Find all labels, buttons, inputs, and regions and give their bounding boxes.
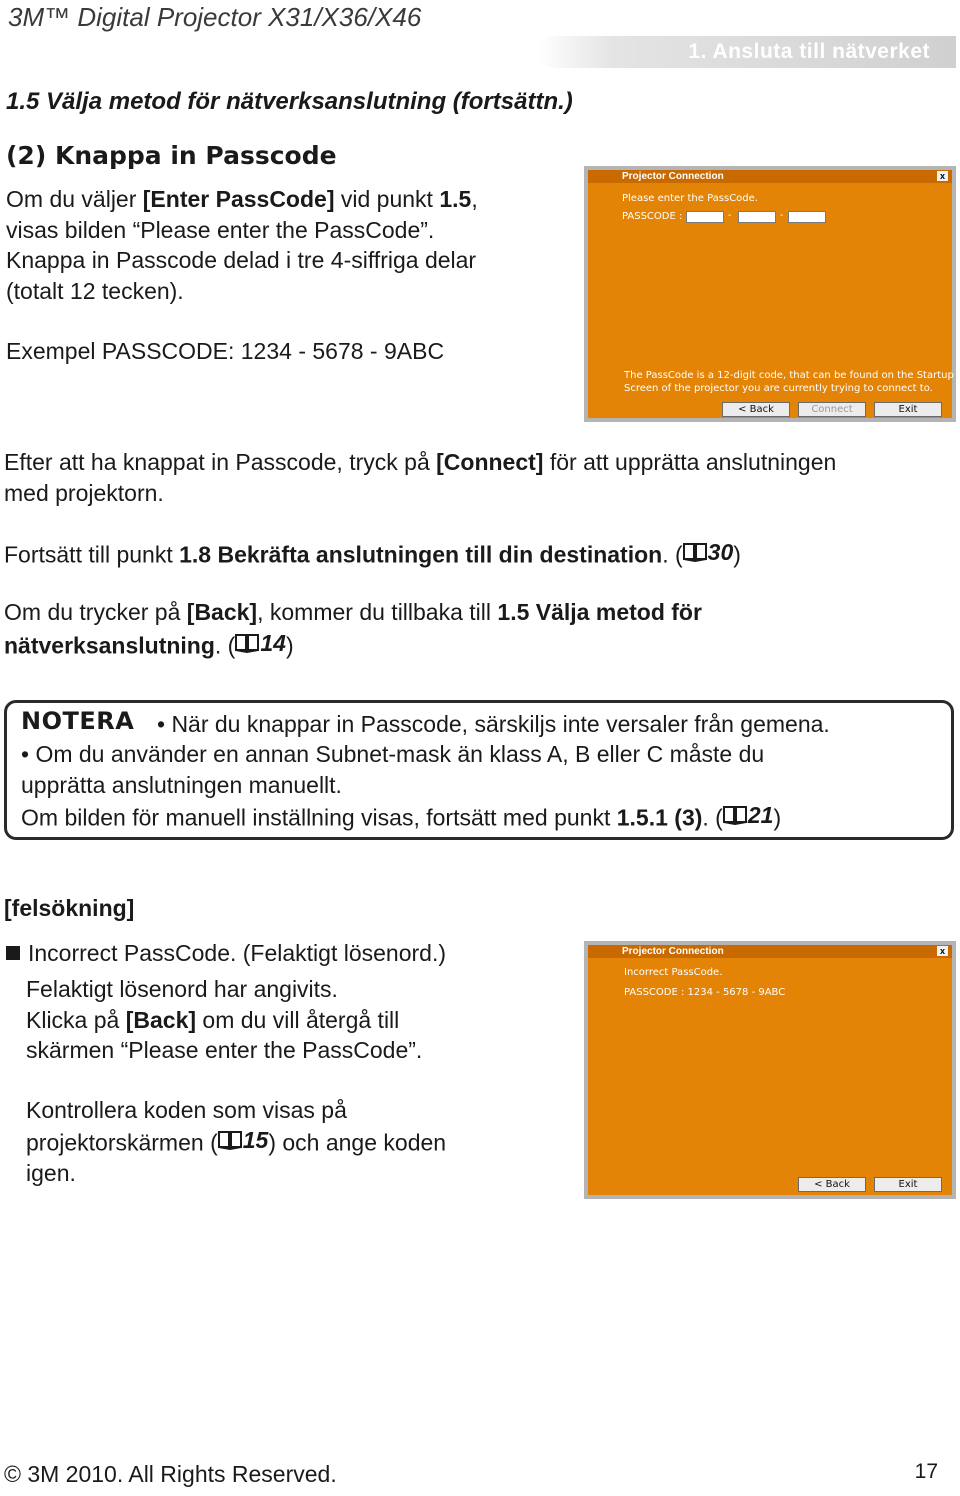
page-number: 17 [914,1460,938,1483]
section-label: 1. Ansluta till nätverket [688,40,930,63]
passcode-info-line-2: Screen of the projector you are currently trying to connect to. [624,383,933,394]
book-icon [683,542,707,562]
connect-instruction: Efter att ha knappat in Passcode, tryck på [Connect] för att upprätta anslutningen med projektorn. [4,449,837,506]
exit-button[interactable]: Exit [874,1177,942,1192]
incorrect-passcode-dialog [584,941,956,1199]
book-icon [723,805,747,825]
page-ref-link[interactable]: 30 [683,537,734,568]
passcode-dialog [584,166,956,422]
troubleshooting-item-title: Incorrect PassCode. (Felaktigt lösenord.) [4,938,446,969]
exit-button[interactable]: Exit [874,402,942,417]
continue-instruction: Fortsätt till punkt 1.8 Bekräfta anslutningen till din destination. ( 30 ) [4,539,741,568]
dialog-title: Projector Connection [622,946,724,957]
bullet-square-icon [6,946,20,960]
close-icon[interactable]: x [937,171,948,181]
back-button[interactable]: < Back [722,402,790,417]
page-ref-link[interactable]: 14 [235,628,286,659]
troubleshooting-text: Felaktigt lösenord har angivits. Klicka på [Back] om du vill återgå till skärmen “Please enter the PassCode”. Kontrollera koden som visas på projektorskärmen ( 15 ) och ange koden igen. [26,976,447,1186]
passcode-field-label: PASSCODE : [622,211,683,222]
copyright: © 3M 2010. All Rights Reserved. [4,1461,337,1487]
passcode-separator: - [728,210,732,221]
passcode-info-line-1: The PassCode is a 12-digit code, that can be found on the Startup [624,370,954,381]
book-icon [218,1130,242,1150]
page-ref-link[interactable]: 15 [218,1125,269,1156]
connect-button[interactable]: Connect [798,402,866,417]
passcode-separator: - [780,210,784,221]
troubleshooting-heading: [felsökning] [4,895,135,921]
dialog-title: Projector Connection [622,171,724,182]
error-message: Incorrect PassCode. [624,967,723,978]
note-label: NOTERA [21,707,135,735]
passcode-input-2[interactable] [738,211,776,223]
page-ref-link[interactable]: 21 [723,800,774,831]
book-icon [235,633,259,653]
passcode-entered: PASSCODE : 1234 - 5678 - 9ABC [624,987,786,998]
section-heading: 1.5 Välja metod för nätverksanslutning (fortsättn.) [6,88,573,115]
document-title: 3M™ Digital Projector X31/X36/X46 [8,2,422,32]
passcode-prompt: Please enter the PassCode. [622,193,758,204]
back-button[interactable]: < Back [798,1177,866,1192]
passcode-input-1[interactable] [686,211,724,223]
passcode-example: Exempel PASSCODE: 1234 - 5678 - 9ABC [6,338,445,364]
passcode-input-3[interactable] [788,211,826,223]
subsection-heading: (2) Knappa in Passcode [6,141,337,170]
intro-text: Om du väljer [Enter PassCode] vid punkt 1.5, visas bilden “Please enter the PassCode”. Knappa in Passcode delad i tre 4-siffriga delar (totalt 12 tecken). [6,186,478,304]
close-icon[interactable]: x [937,946,948,956]
back-instruction: Om du trycker på [Back], kommer du tillbaka till 1.5 Välja metod för nätverksanslutning. ( 14 ) [4,599,702,658]
note-box: NOTERA • När du knappar in Passcode, särskiljs inte versaler från gemena. • Om du använder en annan Subnet-mask än klass A, B eller C måste du upprätta anslutningen manuellt. Om bilden för manuell inställning visas, fortsätt med punkt 1.5.1 (3). ( 21 ) [4,700,954,840]
